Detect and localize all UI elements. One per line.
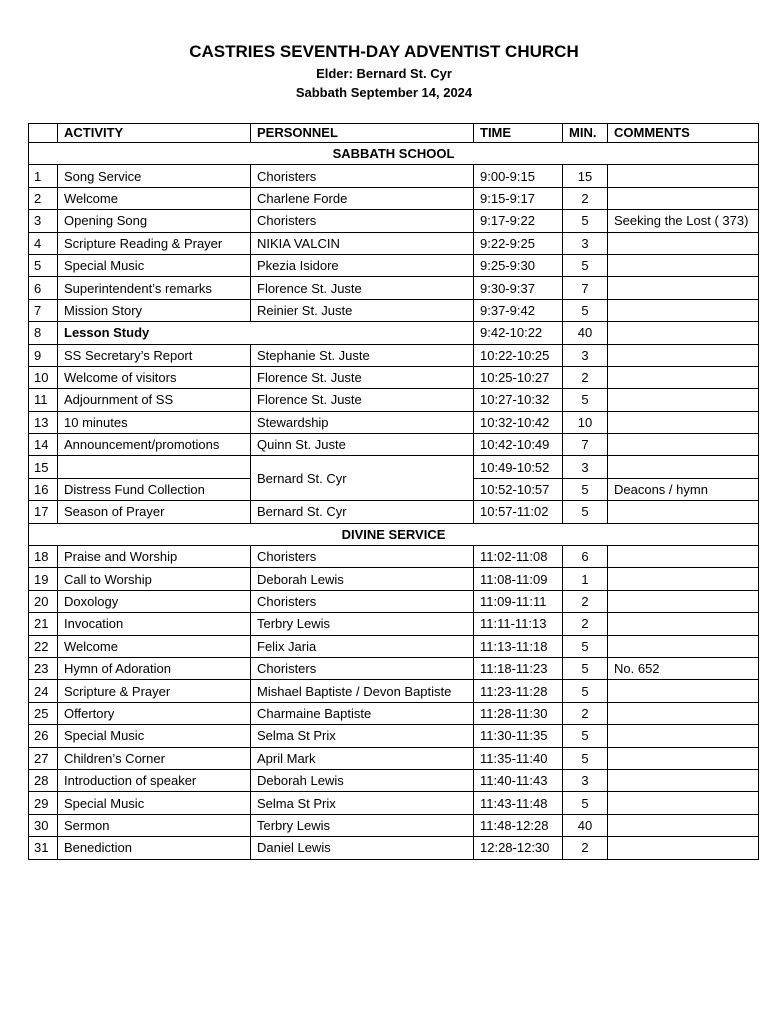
- row-comments: [608, 389, 759, 411]
- row-min: 40: [563, 322, 608, 344]
- table-row: [29, 680, 759, 702]
- row-num: 7: [29, 299, 58, 321]
- row-activity: Scripture Reading & Prayer: [58, 232, 251, 254]
- row-time: 9:00-9:15: [474, 165, 563, 187]
- row-time: 10:49-10:52: [474, 456, 563, 478]
- row-activity: Special Music: [58, 792, 251, 814]
- row-num: 31: [29, 837, 58, 859]
- row-num: 26: [29, 725, 58, 747]
- row-activity: Mission Story: [58, 299, 251, 321]
- row-num: 11: [29, 389, 58, 411]
- row-time: 11:09-11:11: [474, 590, 563, 612]
- header-min: MIN.: [563, 124, 608, 143]
- row-activity: Sermon: [58, 814, 251, 836]
- row-num: 23: [29, 657, 58, 679]
- row-min: 40: [563, 814, 608, 836]
- table-row: [29, 568, 759, 590]
- row-comments: [608, 299, 759, 321]
- row-min: 5: [563, 680, 608, 702]
- row-min: 5: [563, 792, 608, 814]
- row-personnel: Selma St Prix: [251, 792, 474, 814]
- row-min: 5: [563, 254, 608, 276]
- row-time: 11:28-11:30: [474, 702, 563, 724]
- table-row: [29, 702, 759, 724]
- header-time: TIME: [474, 124, 563, 143]
- row-personnel: Bernard St. Cyr: [251, 501, 474, 523]
- table-row: [29, 232, 759, 254]
- row-time: 9:25-9:30: [474, 254, 563, 276]
- row-min: 1: [563, 568, 608, 590]
- row-personnel: Daniel Lewis: [251, 837, 474, 859]
- row-num: 25: [29, 702, 58, 724]
- row-comments: [608, 680, 759, 702]
- row-personnel: Stephanie St. Juste: [251, 344, 474, 366]
- row-num: 18: [29, 546, 58, 568]
- row-comments: [608, 635, 759, 657]
- row-min: 2: [563, 187, 608, 209]
- row-time: 9:42-10:22: [474, 322, 563, 344]
- row-time: 11:02-11:08: [474, 546, 563, 568]
- row-personnel: Choristers: [251, 210, 474, 232]
- row-activity: Distress Fund Collection: [58, 478, 251, 500]
- row-min: 3: [563, 344, 608, 366]
- row-activity: Season of Prayer: [58, 501, 251, 523]
- row-comments: [608, 232, 759, 254]
- row-personnel: Terbry Lewis: [251, 613, 474, 635]
- row-activity: Welcome of visitors: [58, 366, 251, 388]
- header-activity: ACTIVITY: [58, 124, 251, 143]
- row-time: 10:52-10:57: [474, 478, 563, 500]
- row-min: 3: [563, 232, 608, 254]
- row-time: 10:57-11:02: [474, 501, 563, 523]
- row-comments: [608, 344, 759, 366]
- header-comments: COMMENTS: [608, 124, 759, 143]
- row-activity: Praise and Worship: [58, 546, 251, 568]
- row-time: 11:11-11:13: [474, 613, 563, 635]
- table-row: [29, 613, 759, 635]
- row-comments: [608, 837, 759, 859]
- table-row: [29, 210, 759, 232]
- church-title: CASTRIES SEVENTH-DAY ADVENTIST CHURCH: [189, 42, 579, 61]
- row-activity: Opening Song: [58, 210, 251, 232]
- table-row: [29, 837, 759, 859]
- row-comments: [608, 277, 759, 299]
- table-row: [29, 590, 759, 612]
- row-personnel: Florence St. Juste: [251, 277, 474, 299]
- row-num: 8: [29, 322, 58, 344]
- row-personnel: NIKIA VALCIN: [251, 232, 474, 254]
- row-time: 10:42-10:49: [474, 434, 563, 456]
- row-personnel: Mishael Baptiste / Devon Baptiste: [251, 680, 474, 702]
- row-time: 10:22-10:25: [474, 344, 563, 366]
- row-activity: SS Secretary’s Report: [58, 344, 251, 366]
- table-row: [29, 635, 759, 657]
- row-num: 6: [29, 277, 58, 299]
- row-num: 30: [29, 814, 58, 836]
- row-personnel: Reinier St. Juste: [251, 299, 474, 321]
- row-activity: Hymn of Adoration: [58, 657, 251, 679]
- table-row: [29, 254, 759, 276]
- table-row: [29, 322, 759, 344]
- table-row: [29, 389, 759, 411]
- row-time: 11:30-11:35: [474, 725, 563, 747]
- row-comments: [608, 747, 759, 769]
- table-row: [29, 165, 759, 187]
- row-min: 5: [563, 501, 608, 523]
- row-time: 11:13-11:18: [474, 635, 563, 657]
- row-time: 11:40-11:43: [474, 769, 563, 791]
- row-comments: [608, 702, 759, 724]
- row-comments: [608, 434, 759, 456]
- row-activity: Special Music: [58, 254, 251, 276]
- row-num: 1: [29, 165, 58, 187]
- row-min: 6: [563, 546, 608, 568]
- row-comments: [608, 814, 759, 836]
- row-activity: Song Service: [58, 165, 251, 187]
- row-min: 2: [563, 702, 608, 724]
- row-num: 15: [29, 456, 58, 478]
- table-row: [29, 299, 759, 321]
- row-activity: Offertory: [58, 702, 251, 724]
- row-activity: Special Music: [58, 725, 251, 747]
- row-min: 7: [563, 277, 608, 299]
- row-activity: Scripture & Prayer: [58, 680, 251, 702]
- row-activity: Invocation: [58, 613, 251, 635]
- row-personnel: Charlene Forde: [251, 187, 474, 209]
- row-min: 2: [563, 366, 608, 388]
- table-row: [29, 277, 759, 299]
- row-personnel: Choristers: [251, 546, 474, 568]
- row-num: 14: [29, 434, 58, 456]
- row-time: 11:23-11:28: [474, 680, 563, 702]
- row-min: 5: [563, 747, 608, 769]
- row-comments: [608, 546, 759, 568]
- row-comments: [608, 590, 759, 612]
- section-title: DIVINE SERVICE: [29, 523, 759, 545]
- row-min: 5: [563, 635, 608, 657]
- row-num: 4: [29, 232, 58, 254]
- row-num: 21: [29, 613, 58, 635]
- row-num: 22: [29, 635, 58, 657]
- table-row: [29, 501, 759, 523]
- row-activity: Lesson Study: [58, 322, 474, 344]
- row-comments: Deacons / hymn: [608, 478, 759, 500]
- table-row: [29, 366, 759, 388]
- row-min: 10: [563, 411, 608, 433]
- row-time: 11:48-12:28: [474, 814, 563, 836]
- row-min: 5: [563, 389, 608, 411]
- row-time: 9:17-9:22: [474, 210, 563, 232]
- section-row-sabbath-school: [29, 143, 759, 165]
- section-row-divine-service: [29, 523, 759, 545]
- row-time: 10:32-10:42: [474, 411, 563, 433]
- row-personnel: Bernard St. Cyr: [251, 456, 474, 501]
- row-activity: Welcome: [58, 187, 251, 209]
- row-min: 3: [563, 769, 608, 791]
- header-personnel: PERSONNEL: [251, 124, 474, 143]
- elder-line: Elder: Bernard St. Cyr: [316, 66, 452, 81]
- row-activity: 10 minutes: [58, 411, 251, 433]
- table-row: [29, 725, 759, 747]
- row-comments: [608, 366, 759, 388]
- row-comments: [608, 254, 759, 276]
- row-comments: [608, 568, 759, 590]
- row-min: 7: [563, 434, 608, 456]
- table-row: [29, 187, 759, 209]
- row-time: 11:35-11:40: [474, 747, 563, 769]
- table-row: [29, 546, 759, 568]
- row-num: 5: [29, 254, 58, 276]
- header-num: [29, 124, 58, 143]
- row-activity: Call to Worship: [58, 568, 251, 590]
- row-num: 16: [29, 478, 58, 500]
- row-time: 10:25-10:27: [474, 366, 563, 388]
- row-num: 27: [29, 747, 58, 769]
- schedule-table: [28, 123, 759, 860]
- row-num: 17: [29, 501, 58, 523]
- row-min: 5: [563, 725, 608, 747]
- table-row: [29, 344, 759, 366]
- row-comments: [608, 187, 759, 209]
- row-time: 11:43-11:48: [474, 792, 563, 814]
- row-time: 11:18-11:23: [474, 657, 563, 679]
- row-personnel: Deborah Lewis: [251, 769, 474, 791]
- row-activity: Introduction of speaker: [58, 769, 251, 791]
- row-min: 15: [563, 165, 608, 187]
- row-activity: Doxology: [58, 590, 251, 612]
- row-personnel: Florence St. Juste: [251, 366, 474, 388]
- row-time: 9:15-9:17: [474, 187, 563, 209]
- row-min: 5: [563, 478, 608, 500]
- table-row: [29, 657, 759, 679]
- row-activity: Children’s Corner: [58, 747, 251, 769]
- row-comments: [608, 613, 759, 635]
- row-num: 13: [29, 411, 58, 433]
- table-header-row: [29, 124, 759, 143]
- table-row: [29, 456, 759, 478]
- row-comments: [608, 725, 759, 747]
- table-row: [29, 747, 759, 769]
- row-time: 9:22-9:25: [474, 232, 563, 254]
- row-time: 12:28-12:30: [474, 837, 563, 859]
- row-activity: Announcement/promotions: [58, 434, 251, 456]
- row-min: 5: [563, 657, 608, 679]
- table-row: [29, 814, 759, 836]
- row-activity: Superintendent’s remarks: [58, 277, 251, 299]
- row-time: 9:37-9:42: [474, 299, 563, 321]
- section-title: SABBATH SCHOOL: [29, 143, 759, 165]
- row-comments: [608, 411, 759, 433]
- row-num: 10: [29, 366, 58, 388]
- row-activity: Adjournment of SS: [58, 389, 251, 411]
- row-num: 19: [29, 568, 58, 590]
- row-personnel: Deborah Lewis: [251, 568, 474, 590]
- row-comments: [608, 769, 759, 791]
- row-personnel: Choristers: [251, 590, 474, 612]
- row-time: 9:30-9:37: [474, 277, 563, 299]
- document-header: [0, 40, 768, 102]
- row-personnel: Stewardship: [251, 411, 474, 433]
- row-time: 10:27-10:32: [474, 389, 563, 411]
- row-min: 3: [563, 456, 608, 478]
- row-personnel: Charmaine Baptiste: [251, 702, 474, 724]
- table-row: [29, 769, 759, 791]
- row-comments: [608, 322, 759, 344]
- row-comments: [608, 792, 759, 814]
- row-num: 9: [29, 344, 58, 366]
- row-personnel: Selma St Prix: [251, 725, 474, 747]
- row-time: 11:08-11:09: [474, 568, 563, 590]
- row-min: 2: [563, 590, 608, 612]
- row-num: 20: [29, 590, 58, 612]
- row-personnel: Choristers: [251, 165, 474, 187]
- table-row: [29, 792, 759, 814]
- row-comments: No. 652: [608, 657, 759, 679]
- table-row: [29, 434, 759, 456]
- table-row: [29, 411, 759, 433]
- row-personnel: April Mark: [251, 747, 474, 769]
- row-min: 5: [563, 299, 608, 321]
- row-comments: [608, 456, 759, 478]
- row-min: 2: [563, 613, 608, 635]
- date-line: Sabbath September 14, 2024: [295, 85, 473, 100]
- row-activity: Welcome: [58, 635, 251, 657]
- row-personnel: Quinn St. Juste: [251, 434, 474, 456]
- row-comments: [608, 501, 759, 523]
- row-comments: [608, 165, 759, 187]
- row-personnel: Terbry Lewis: [251, 814, 474, 836]
- row-activity: Benediction: [58, 837, 251, 859]
- row-personnel: Choristers: [251, 657, 474, 679]
- row-activity: [58, 456, 251, 478]
- row-num: 24: [29, 680, 58, 702]
- row-num: 28: [29, 769, 58, 791]
- row-num: 29: [29, 792, 58, 814]
- row-comments: Seeking the Lost ( 373): [608, 210, 759, 232]
- row-min: 2: [563, 837, 608, 859]
- row-personnel: Felix Jaria: [251, 635, 474, 657]
- row-personnel: Pkezia Isidore: [251, 254, 474, 276]
- row-num: 3: [29, 210, 58, 232]
- row-min: 5: [563, 210, 608, 232]
- row-num: 2: [29, 187, 58, 209]
- row-personnel: Florence St. Juste: [251, 389, 474, 411]
